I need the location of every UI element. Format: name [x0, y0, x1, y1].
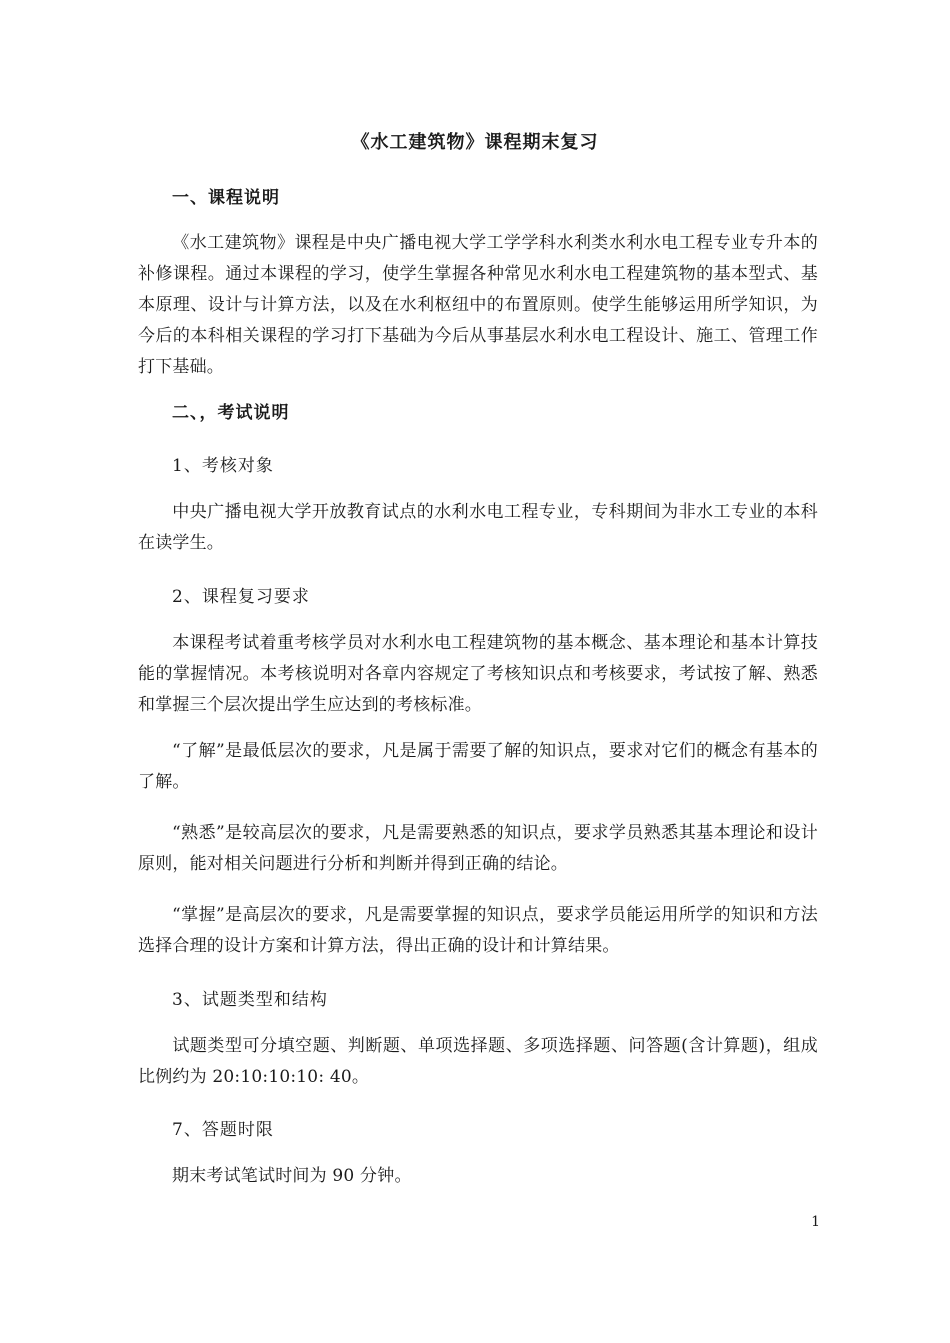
section-heading-course-description: 一、课程说明: [172, 188, 280, 208]
understand-level-paragraph: [138, 736, 818, 798]
exam-target-paragraph: [138, 497, 818, 559]
familiar-level-paragraph: [138, 818, 818, 880]
document-title: 《水工建筑物》课程期末复习: [351, 132, 599, 153]
question-types-text: 试题类型可分填空题、判断题、单项选择题、多项选择题、问答题(含计算题)，组成比例约为 20:10:10:10: 40。: [138, 1036, 818, 1087]
familiar-level-text: “熟悉”是较高层次的要求，凡是需要熟悉的知识点，要求学员熟悉其基本理论和设计原则，能对相关问题进行分析和判断并得到正确的结论。: [138, 823, 818, 874]
subheading-question-types: 3、试题类型和结构: [172, 990, 328, 1010]
page-number: 1: [811, 1214, 820, 1230]
course-description-paragraph: [138, 228, 818, 383]
course-description-text: 《水工建筑物》课程是中央广播电视大学工学学科水利类水利水电工程专业专升本的补修课程。通过本课程的学习，使学生掌握各种常见水利水电工程建筑物的基本型式、基本原理、设计与计算方法，以及在水利枢纽中的布置原则。使学生能够运用所学知识，为今后的本科相关课程的学习打下基础为今后从事基层水利水电工程设计、施工、管理工作打下基础。: [138, 233, 818, 377]
review-requirements-paragraph: [138, 628, 818, 721]
question-types-paragraph: [138, 1031, 818, 1093]
section-heading-exam-description: 二、，考试说明: [172, 403, 290, 423]
subheading-exam-target: 1、考核对象: [172, 456, 274, 476]
subheading-review-requirements: 2、课程复习要求: [172, 587, 310, 607]
time-limit-paragraph: [138, 1161, 818, 1192]
master-level-text: “掌握”是高层次的要求，凡是需要掌握的知识点，要求学员能运用所学的知识和方法选择合理的设计方案和计算方法，得出正确的设计和计算结果。: [138, 905, 818, 956]
review-requirements-text: 本课程考试着重考核学员对水利水电工程建筑物的基本概念、基本理论和基本计算技能的掌握情况。本考核说明对各章内容规定了考核知识点和考核要求，考试按了解、熟悉和掌握三个层次提出学生应达到的考核标准。: [138, 633, 818, 715]
master-level-paragraph: [138, 900, 818, 962]
time-limit-text: 期末考试笔试时间为 90 分钟。: [172, 1166, 412, 1186]
exam-target-text: 中央广播电视大学开放教育试点的水利水电工程专业，专科期间为非水工专业的本科在读学生。: [138, 502, 818, 553]
subheading-time-limit: 7、答题时限: [172, 1120, 274, 1140]
understand-level-text: “了解”是最低层次的要求，凡是属于需要了解的知识点，要求对它们的概念有基本的了解。: [138, 741, 818, 792]
